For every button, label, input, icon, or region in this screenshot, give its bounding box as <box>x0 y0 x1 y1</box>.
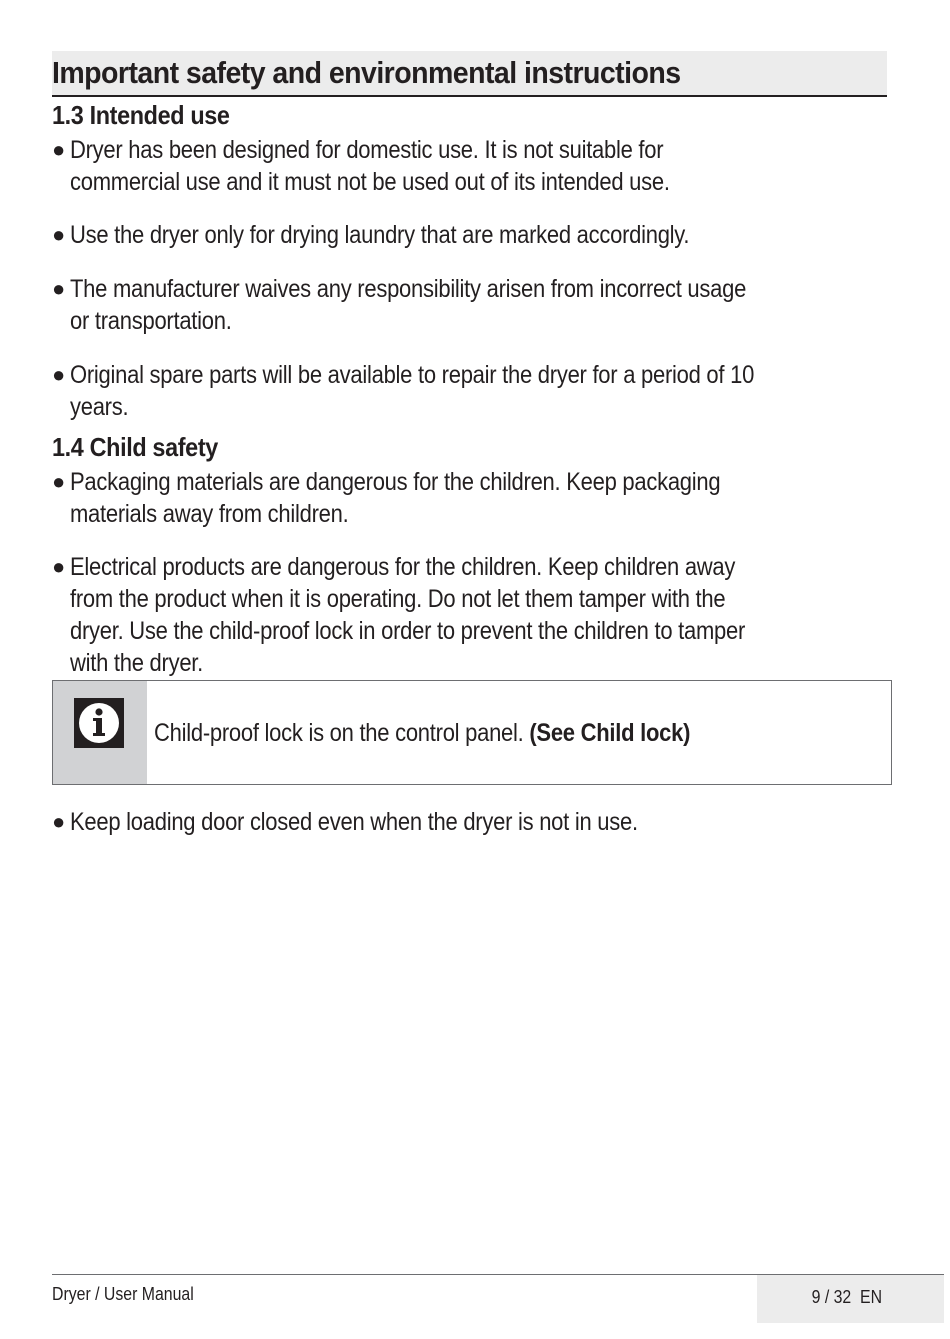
info-note-body: Child-proof lock is on the control panel. <box>154 719 524 747</box>
info-note-icon-column <box>53 681 147 784</box>
bullet-icon: ● <box>52 809 65 834</box>
section-heading-child-safety: 1.4 Child safety <box>52 432 218 462</box>
info-icon <box>74 698 124 748</box>
list-item-text: Packaging materials are dangerous for the children. Keep packaging materials away from children. <box>70 468 721 528</box>
see-child-lock-reference: (See Child lock) <box>529 719 691 747</box>
bullet-icon: ● <box>52 222 65 247</box>
info-note <box>52 680 892 785</box>
list-item <box>52 219 892 251</box>
bullet-icon: ● <box>52 276 65 301</box>
footer-page-box <box>757 1275 944 1323</box>
list-item-text: The manufacturer waives any responsibility arisen from incorrect usage or transportation. <box>70 275 747 335</box>
list-item-text: Use the dryer only for drying laundry that are marked accordingly. <box>70 221 690 249</box>
list-item <box>52 134 892 198</box>
page-title-bar <box>52 51 887 97</box>
list-item <box>52 806 892 838</box>
info-note-text <box>154 717 946 749</box>
footer-document-title: Dryer / User Manual <box>52 1284 194 1304</box>
list-item <box>52 359 892 423</box>
list-item-text: Original spare parts will be available to repair the dryer for a period of 10 years. <box>70 361 755 421</box>
page-number: 9 / 32 EN <box>811 1287 882 1307</box>
list-item <box>52 551 892 679</box>
bullet-icon: ● <box>52 469 65 494</box>
bullet-icon: ● <box>52 362 65 387</box>
page-title: Important safety and environmental instructions <box>52 55 681 90</box>
list-item-text: Dryer has been designed for domestic use. It is not suitable for commercial use and it must not be used out of its intended use. <box>70 136 670 196</box>
list-item-text: Electrical products are dangerous for the children. Keep children away from the product when it is operating. Do not let them tamper with the dryer. Use the child-proof lock in order to prevent the children to tamper with the dryer. <box>70 553 746 677</box>
bullet-icon: ● <box>52 137 65 162</box>
list-item <box>52 273 892 337</box>
list-item-text: Keep loading door closed even when the dryer is not in use. <box>70 808 638 836</box>
list-item <box>52 466 892 530</box>
bullet-icon: ● <box>52 554 65 579</box>
section-heading-intended-use: 1.3 Intended use <box>52 100 230 130</box>
